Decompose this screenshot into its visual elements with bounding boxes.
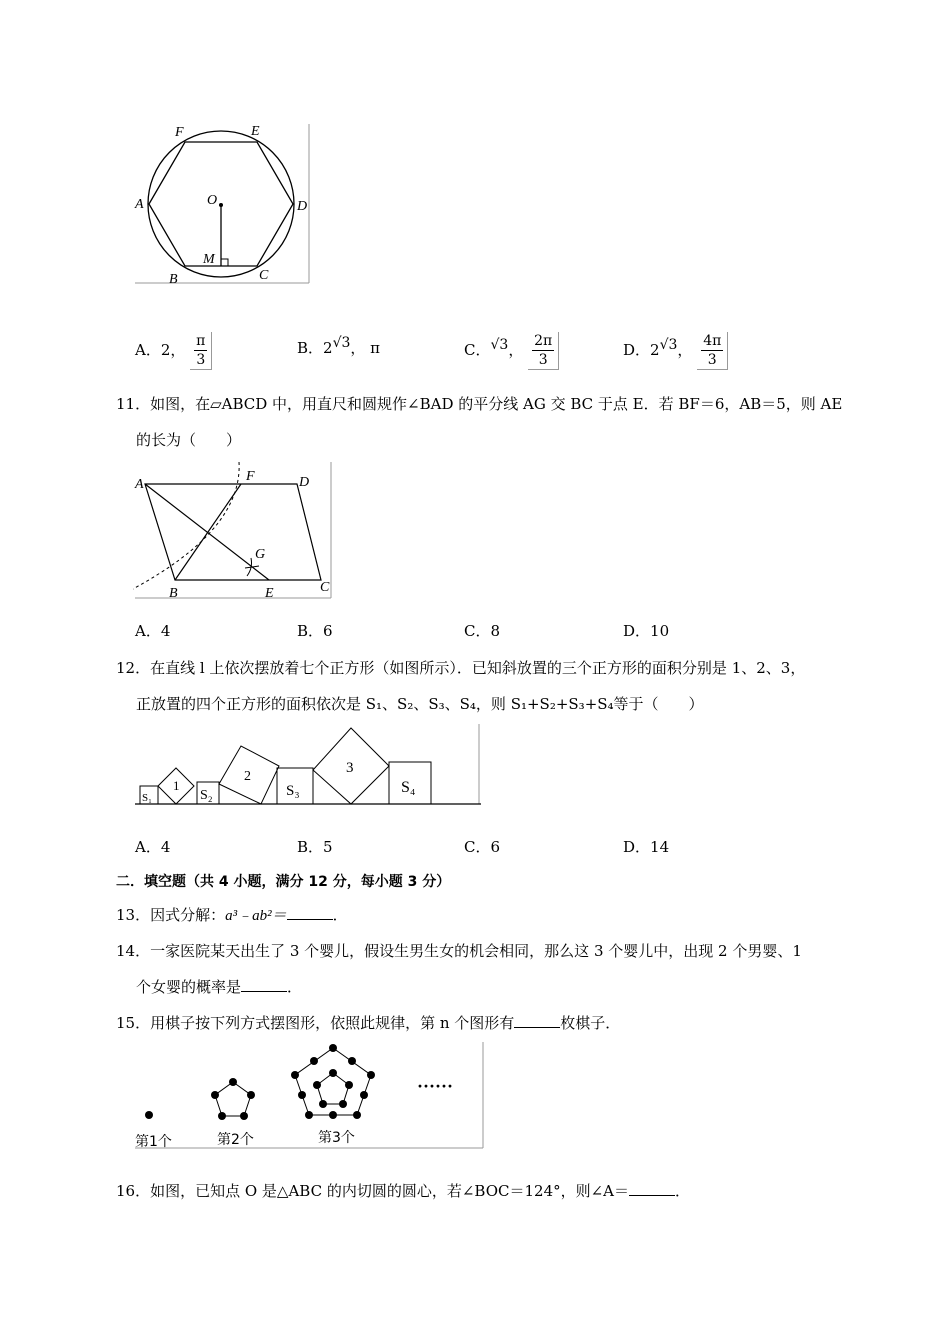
label-fig3: 第3个 xyxy=(318,1130,355,1146)
label-n1: 1 xyxy=(173,778,180,793)
q11-option-a[interactable]: A．4 xyxy=(135,622,171,640)
answer-blank[interactable] xyxy=(629,1181,675,1196)
label-E: E xyxy=(265,586,274,601)
label-F: F xyxy=(175,125,184,140)
label-C: C xyxy=(320,580,330,595)
q12-option-a[interactable]: A．4 xyxy=(135,838,171,856)
q10-option-c[interactable]: C．$^{√3}$， $\frac{2\pi}{3}$ xyxy=(464,332,559,370)
fraction: $\frac{4\pi}{3}$ xyxy=(697,332,728,370)
label-B: B xyxy=(169,272,178,287)
q12-stem-line2: 正放置的四个正方形的面积依次是 S₁、S₂、S₃、S₄，则 S₁+S₂+S₃+S₄等于（ ） xyxy=(136,695,704,713)
q10-option-a[interactable]: A．2， $\frac{\pi}{3}$ xyxy=(135,332,212,370)
q11-stem-line1: 11．如图，在▱ABCD 中，用直尺和圆规作∠BAD 的平分线 AG 交 BC 于点 E．若 BF＝6，AB＝5，则 AE xyxy=(116,395,843,413)
label-s2: S₂ xyxy=(200,788,213,803)
q11-option-b[interactable]: B．6 xyxy=(297,622,333,640)
q10-option-d[interactable]: D．$2^{√3}$， $\frac{4\pi}{3}$ xyxy=(623,332,728,370)
q15: 15．用棋子按下列方式摆图形，依照此规律，第 n 个图形有 枚棋子． xyxy=(116,1014,621,1032)
q12-stem-line1: 12．在直线 l 上依次摆放着七个正方形（如图所示）．已知斜放置的三个正方形的面积分别是 1、2、3， xyxy=(116,659,806,677)
pentagon-2 xyxy=(215,1082,251,1116)
label-O: O xyxy=(207,193,218,208)
q12-option-d[interactable]: D．14 xyxy=(623,838,670,856)
label-A: A xyxy=(135,477,144,492)
q13: 13．因式分解：a³﹣ab²＝ ． xyxy=(116,906,348,924)
q12-option-c[interactable]: C．6 xyxy=(464,838,501,856)
q11-stem-line2: 的长为（ ） xyxy=(136,431,242,449)
label-s1: S₁ xyxy=(142,792,152,804)
q11-option-d[interactable]: D．10 xyxy=(623,622,670,640)
pattern-figure xyxy=(133,1040,489,1152)
label-A: A xyxy=(135,197,144,212)
q16: 16．如图，已知点 O 是△ABC 的内切圆的圆心，若∠BOC＝124°，则∠A＝ ． xyxy=(116,1182,691,1200)
label-B: B xyxy=(169,586,178,601)
label-s4: S₄ xyxy=(401,779,416,796)
section-heading: 二．填空题（共 4 小题，满分 12 分，每小题 3 分） xyxy=(116,874,451,890)
label-M: M xyxy=(203,252,215,267)
answer-blank[interactable] xyxy=(287,905,333,920)
label-C: C xyxy=(259,268,269,283)
ellipsis-dots: ······ xyxy=(417,1076,454,1096)
hexagon-circle-figure xyxy=(133,118,313,288)
label-n3: 3 xyxy=(346,760,354,776)
label-F: F xyxy=(246,469,255,484)
label-D: D xyxy=(297,199,308,214)
parallelogram-figure xyxy=(133,460,338,605)
label-fig2: 第2个 xyxy=(217,1132,254,1148)
label-D: D xyxy=(299,475,310,490)
q10-option-b[interactable]: B．$2^{√3}$， π xyxy=(297,335,381,357)
label-fig1: 第1个 xyxy=(135,1134,172,1150)
q14-line1: 14．一家医院某天出生了 3 个婴儿，假设生男生女的机会相同，那么这 3 个婴儿中，出现 2 个男婴、1 xyxy=(116,942,802,960)
fraction: $\frac{2\pi}{3}$ xyxy=(528,332,559,370)
q11-option-c[interactable]: C．8 xyxy=(464,622,501,640)
q12-option-b[interactable]: B．5 xyxy=(297,838,333,856)
q14-line2: 个女婴的概率是 ． xyxy=(136,978,303,996)
answer-blank[interactable] xyxy=(514,1013,560,1028)
label-s3: S₃ xyxy=(286,783,300,799)
squares-figure xyxy=(133,722,485,808)
label-G: G xyxy=(255,547,266,562)
fraction: $\frac{\pi}{3}$ xyxy=(190,332,212,370)
answer-blank[interactable] xyxy=(241,977,287,992)
label-n2: 2 xyxy=(244,769,251,784)
label-E: E xyxy=(251,124,260,139)
